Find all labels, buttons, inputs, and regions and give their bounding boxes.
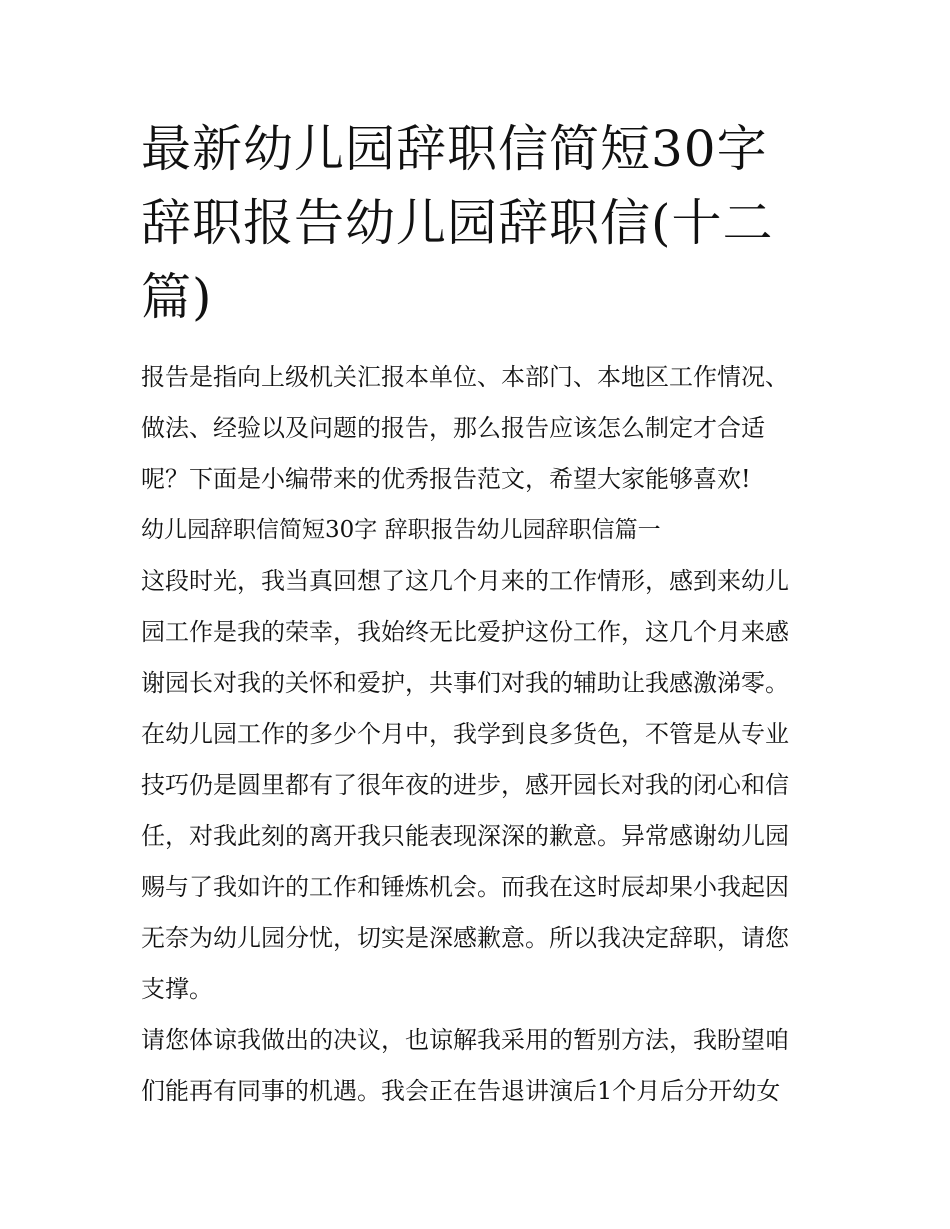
text-line: 呢？下面是小编带来的优秀报告范文，希望大家能够喜欢! (141, 465, 751, 493)
text-line: 这段时光，我当真回想了这几个月来的工作情形，感到来幼儿 (141, 567, 789, 595)
text-line: 任，对我此刻的离开我只能表现深深的歉意。异常感谢幼儿园 (141, 822, 789, 850)
text-line: 支撑。 (141, 975, 213, 1003)
text-line: 请您体谅我做出的决议，也谅解我采用的暂别方法，我盼望咱 (141, 1026, 789, 1054)
text-line: 报告是指向上级机关汇报本单位、本部门、本地区工作情况、 (141, 363, 789, 391)
title-line: 篇) (141, 268, 213, 326)
text-line: 无奈为幼儿园分忧，切实是深感歉意。所以我决定辞职，请您 (141, 924, 789, 952)
text-line: 园工作是我的荣幸，我始终无比爱护这份工作，这几个月来感 (141, 618, 789, 646)
text-line: 赐与了我如许的工作和锤炼机会。而我在这时辰却果小我起因 (141, 873, 789, 901)
title-line: 最新幼儿园辞职信简短30字 (141, 120, 768, 178)
text-line: 做法、经验以及问题的报告，那么报告应该怎么制定才合适 (141, 414, 765, 442)
document-title (141, 112, 821, 334)
text-line: 技巧仍是圆里都有了很年夜的进步，感开园长对我的闭心和信 (141, 771, 789, 799)
intro-paragraph (141, 352, 821, 505)
body-paragraph-2 (141, 1015, 821, 1117)
body-paragraph-1 (141, 556, 821, 1015)
section-heading: 幼儿园辞职信简短30字 辞职报告幼儿园辞职信篇一 (141, 517, 661, 543)
document-body (141, 352, 821, 1117)
text-line: 在幼儿园工作的多少个月中，我学到良多货色，不管是从专业 (141, 720, 789, 748)
title-line: 辞职报告幼儿园辞职信(十二 (141, 194, 774, 252)
text-line: 们能再有同事的机遇。我会正在告退讲演后1个月后分开幼女 (141, 1077, 781, 1105)
text-line: 谢园长对我的关怀和爱护，共事们对我的辅助让我感激涕零。 (141, 669, 789, 697)
